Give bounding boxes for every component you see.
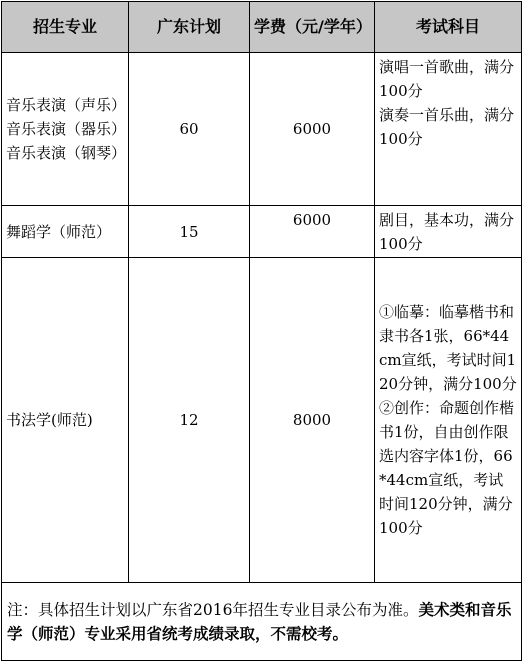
table-row <box>2 53 522 206</box>
note-cell <box>2 583 522 661</box>
major-line: 音乐表演（钢琴） <box>6 144 127 162</box>
exam-line: 演唱一首歌曲，满分100分 <box>379 58 515 100</box>
fee-cell: 6000 <box>250 53 375 206</box>
major-cell <box>2 206 129 258</box>
fee-cell: 8000 <box>250 258 375 583</box>
note-row <box>2 583 522 661</box>
plan-cell: 60 <box>129 53 250 206</box>
header-plan: 广东计划 <box>129 2 250 53</box>
exam-line: 演奏一首乐曲，满分100分 <box>379 106 515 148</box>
note-text: 注：具体招生计划以广东省2016年招生专业目录公布为准。 <box>7 600 419 619</box>
header-fee: 学费（元/学年） <box>250 2 375 53</box>
major-cell <box>2 53 129 206</box>
admissions-table-sheet <box>1 1 521 662</box>
header-major: 招生专业 <box>2 2 129 53</box>
major-cell <box>2 258 129 583</box>
major-line: 舞蹈学（师范） <box>6 222 112 241</box>
exam-cell <box>375 258 522 583</box>
exam-line: ①临摹：临摹楷书和隶书各1张，66*44cm宣纸，考试时间120分钟，满分100分 <box>379 303 517 393</box>
table-row <box>2 258 522 583</box>
major-line: 音乐表演（声乐） <box>6 96 127 114</box>
exam-cell <box>375 206 522 258</box>
exam-line: ②创作：命题创作楷书1份，自由创作限选内容字体1份，66*44cm宣纸，考试时间120分钟，满分100分 <box>379 399 515 537</box>
major-line: 音乐表演（器乐） <box>6 120 127 138</box>
header-row <box>2 2 522 53</box>
exam-cell <box>375 53 522 206</box>
plan-cell: 12 <box>129 258 250 583</box>
admissions-table <box>1 1 522 661</box>
major-line: 书法学(师范) <box>6 411 93 429</box>
note-bold-text: 美术类和音乐学（师范）专业采用省统考成绩录取，不需校考。 <box>7 599 512 643</box>
fee-cell: 6000 <box>250 206 375 258</box>
table-row <box>2 206 522 258</box>
exam-line: 剧目，基本功，满分100分 <box>379 210 515 253</box>
plan-cell: 15 <box>129 206 250 258</box>
header-exam: 考试科目 <box>375 2 522 53</box>
